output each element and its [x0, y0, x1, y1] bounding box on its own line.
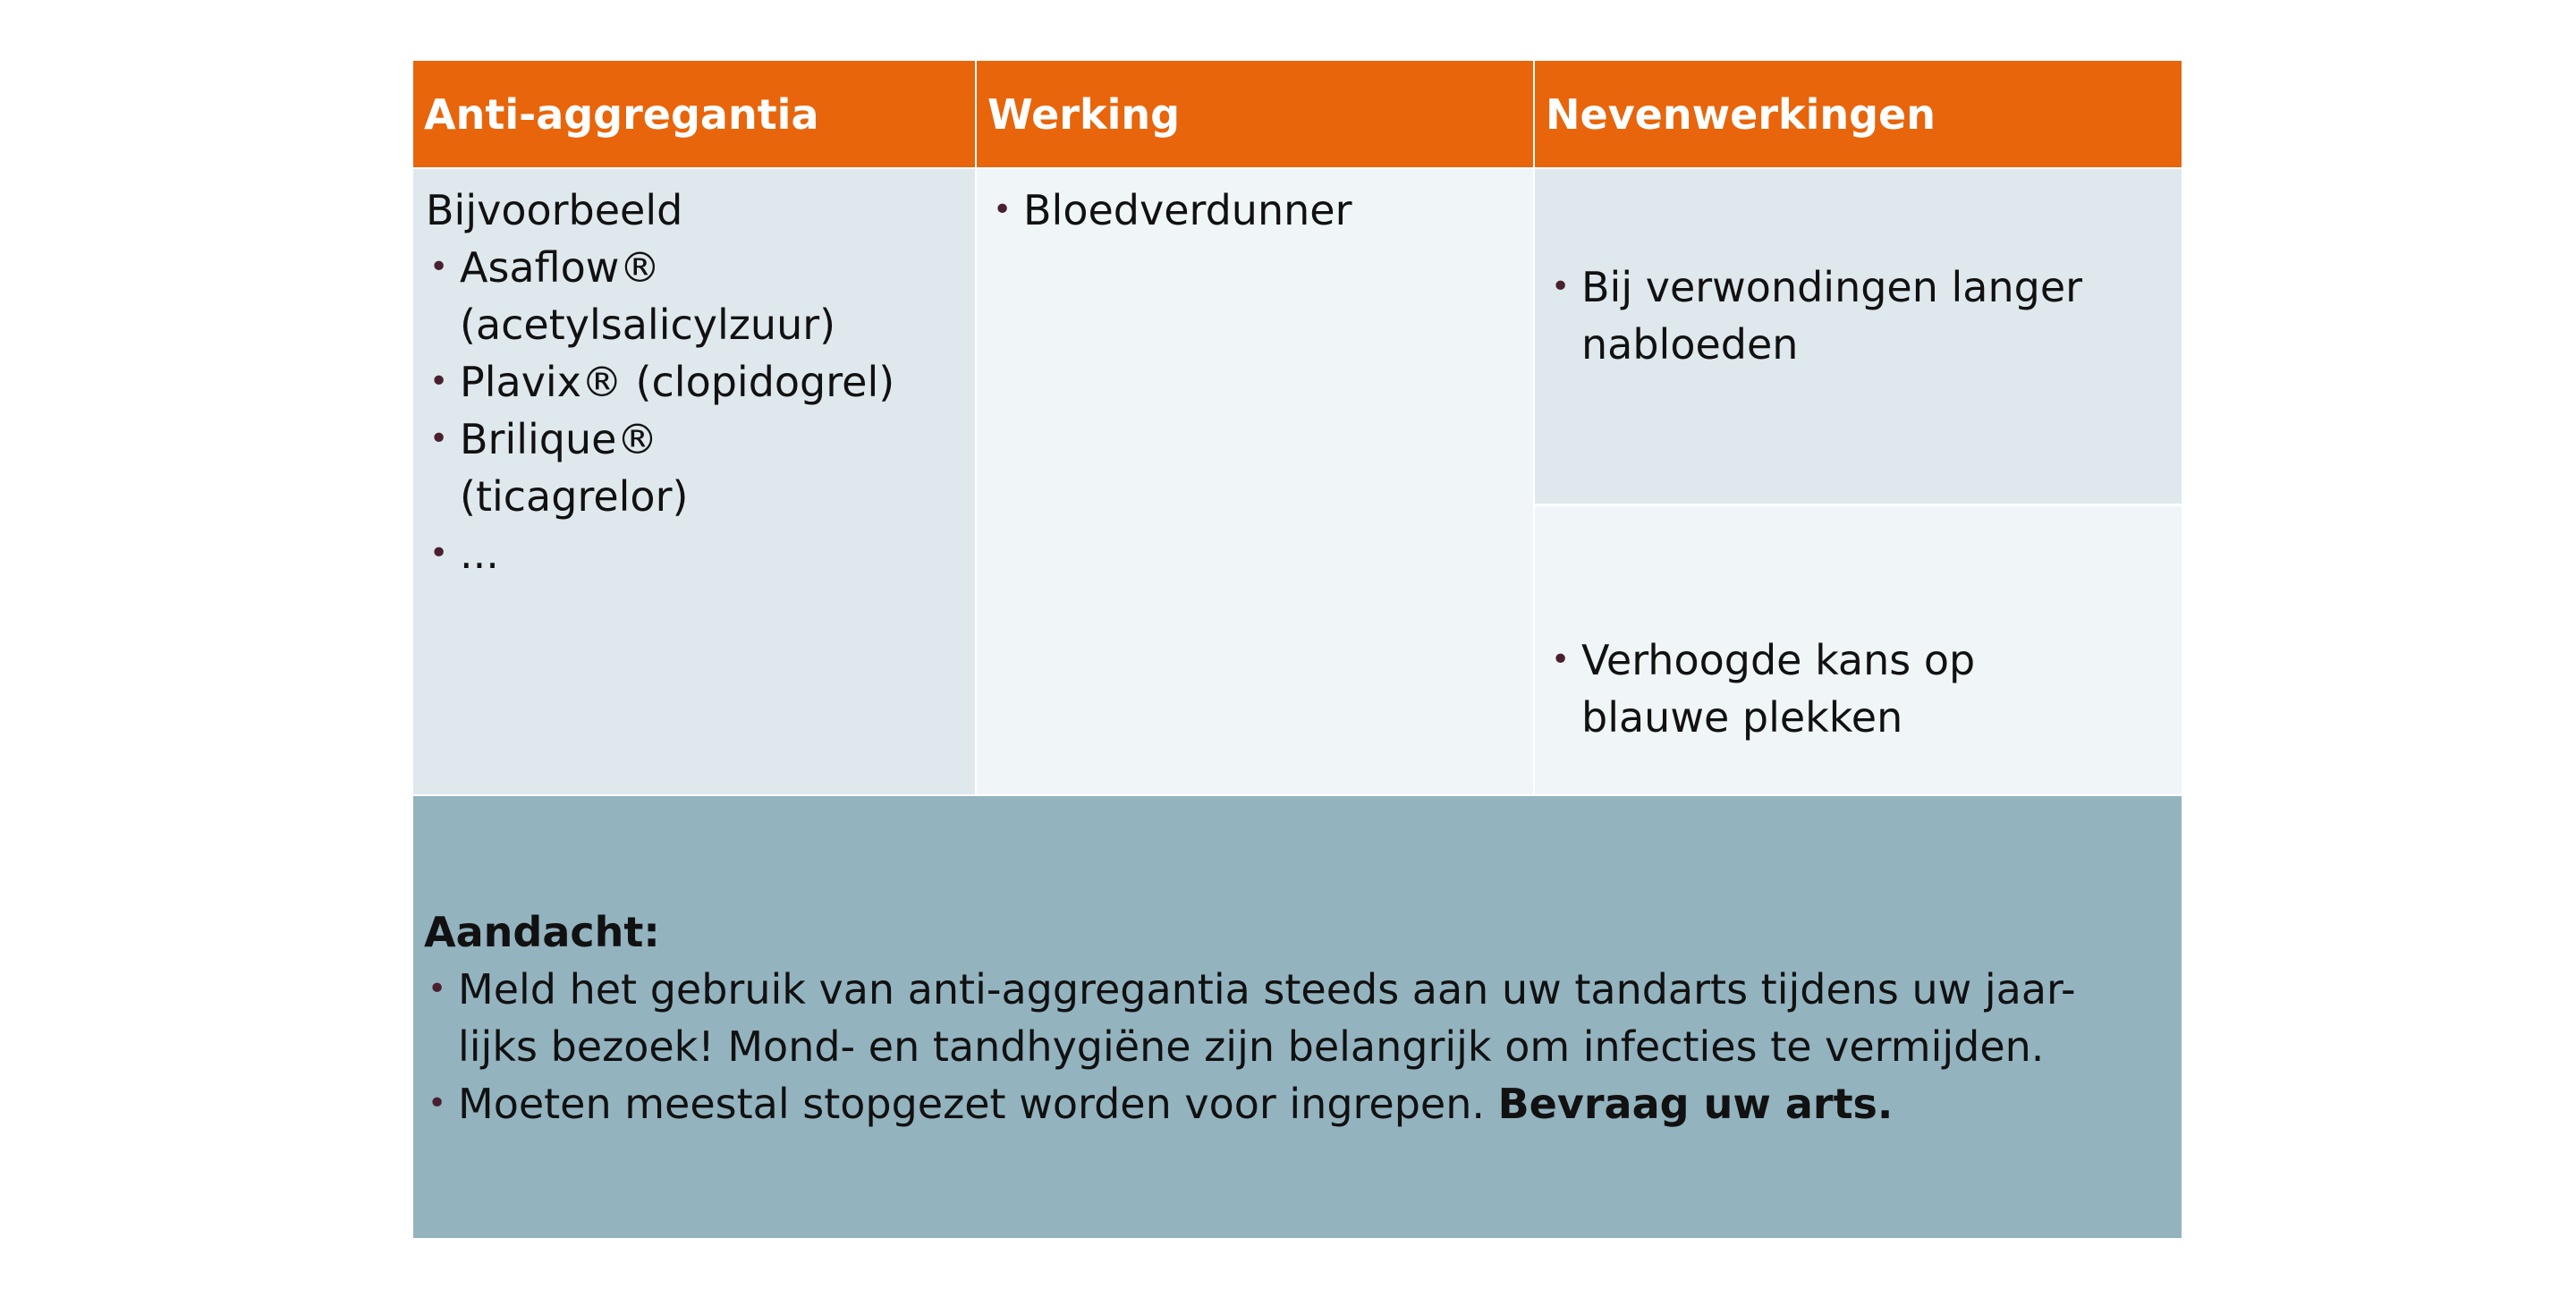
- cell-werking: [977, 169, 1533, 794]
- example-ellipsis: • ...: [460, 530, 499, 578]
- list-item: [426, 353, 975, 411]
- attention-title: Aandacht:: [424, 908, 660, 956]
- example-brilique: • Brilique®: [460, 415, 658, 463]
- werking-bloedverdunner: • Bloedverdunner: [1023, 186, 1352, 234]
- side-effect-2-line1: • Verhoogde kans op: [1581, 636, 1976, 684]
- werking-list: [989, 182, 1533, 239]
- side-effect-2-line2: blauwe plekken: [1581, 693, 1903, 742]
- example-asaflow-generic: (acetylsalicylzuur): [460, 301, 836, 349]
- side-effect-1-line2: nabloeden: [1581, 320, 1799, 369]
- examples-intro: Bijvoorbeeld: [426, 186, 683, 234]
- attention-list: [424, 961, 2182, 1132]
- side-effect-list-2: [1547, 632, 2182, 746]
- list-item: [426, 239, 975, 353]
- header-werking: Werking: [977, 61, 1533, 167]
- attention-box: [413, 796, 2182, 1238]
- medication-table: [413, 61, 2182, 1238]
- example-plavix: • Plavix® (clopidogrel): [460, 358, 895, 406]
- list-item: [426, 411, 975, 525]
- attention-bullet-2-text: Moeten meestal stopgezet worden voor ingrepen.: [458, 1080, 1498, 1128]
- example-asaflow: • Asaflow®: [460, 243, 661, 292]
- side-effect-1-line1: • Bij verwondingen langer: [1581, 263, 2083, 311]
- list-item: [424, 961, 2182, 1075]
- example-brilique-generic: (ticagrelor): [460, 472, 689, 521]
- list-item: [424, 1075, 2182, 1132]
- list-item: [426, 525, 975, 582]
- list-item: [989, 182, 1533, 239]
- attention-bullet-2-bold: Bevraag uw arts.: [1497, 1080, 1894, 1128]
- cell-examples: [413, 169, 975, 794]
- header-nevenwerkingen: Nevenwerkingen: [1535, 61, 2182, 167]
- list-item: [1547, 632, 2182, 746]
- list-item: [1547, 259, 2182, 373]
- examples-list: [426, 239, 975, 582]
- attention-bullet-1-line1: • Meld het gebruik van anti-aggregantia steeds aan uw tandarts tijdens uw jaar-: [458, 965, 2076, 1013]
- header-anti-aggregantia: Anti-aggregantia: [413, 61, 975, 167]
- attention-bullet-1-line2: lijks bezoek! Mond- en tandhygiëne zijn belangrijk om infecties te vermijden.: [458, 1022, 2045, 1071]
- cell-side-effect-1: [1535, 169, 2182, 504]
- cell-side-effect-2: [1535, 506, 2182, 794]
- side-effect-list-1: [1547, 259, 2182, 373]
